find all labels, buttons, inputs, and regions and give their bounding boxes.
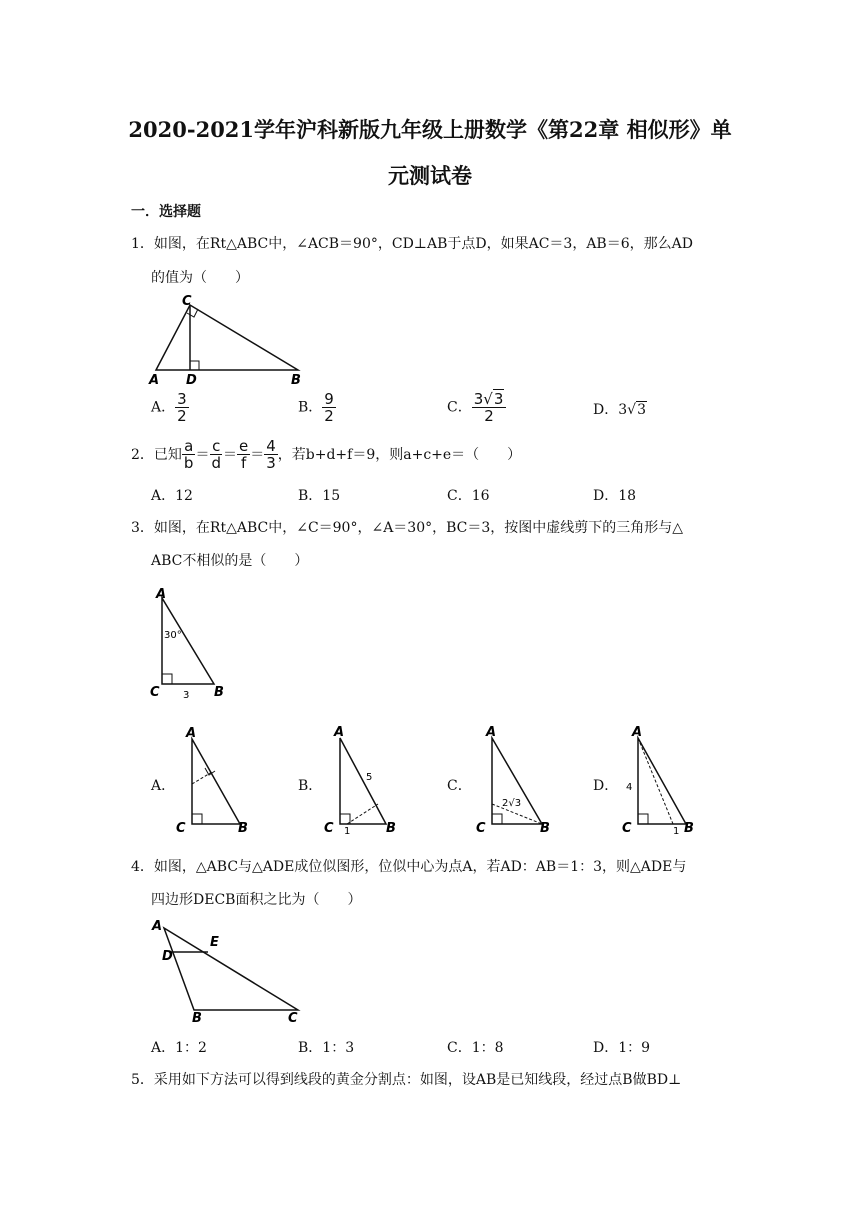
q3-option-d[interactable]: D．	[593, 778, 619, 794]
q3-option-b-figure[interactable]	[320, 724, 406, 836]
q4-option-c[interactable]: C．1：8	[447, 1040, 504, 1056]
q3-label-c: C	[150, 685, 160, 700]
q1-label-a: A	[149, 373, 160, 387]
q3-label-angle: 30°	[164, 630, 182, 641]
q3-label-b: B	[214, 685, 224, 700]
question-1-line-2: 的值为（ ）	[151, 270, 249, 286]
question-4-figure	[146, 918, 306, 1024]
q4-label-c: C	[288, 1011, 298, 1024]
svg-text:1: 1	[344, 826, 351, 836]
q1-option-a[interactable]: A． $\frac{3}{2}$	[151, 390, 187, 425]
q1-label-b: B	[291, 373, 301, 387]
question-1-figure	[146, 295, 306, 387]
svg-text:C: C	[622, 821, 632, 836]
q4-label-a: A	[152, 919, 163, 934]
svg-text:A: A	[186, 726, 197, 741]
q1-option-b[interactable]: B． $\frac{9}{2}$	[298, 390, 334, 425]
question-3-line-1: 3．如图，在Rt△ABC中，∠C＝90°，∠A＝30°，BC＝3，按图中虚线剪下的三角形与△	[131, 520, 684, 536]
svg-text:A: A	[334, 725, 345, 740]
svg-text:A: A	[486, 725, 497, 740]
fraction: $\frac{9}{2}$	[324, 390, 334, 425]
svg-text:5: 5	[366, 772, 373, 783]
svg-text:B: B	[386, 821, 396, 836]
q3-option-c-figure[interactable]	[474, 724, 560, 836]
q3-option-d-figure[interactable]	[618, 724, 704, 836]
svg-text:B: B	[238, 821, 248, 836]
question-4-line-2: 四边形DECB面积之比为（ ）	[151, 892, 362, 908]
q1-label-c: C	[182, 295, 192, 309]
q3-option-a[interactable]: A．	[151, 778, 176, 794]
q3-label-a: A	[156, 587, 167, 602]
q4-label-b: B	[192, 1011, 202, 1024]
svg-text:C: C	[476, 821, 486, 836]
title-line-1: 2020-2021学年沪科新版九年级上册数学《第22章 相似形》单	[128, 117, 732, 142]
q3-label-bc: 3	[183, 690, 190, 701]
svg-text:B: B	[540, 821, 550, 836]
section-heading: 一．选择题	[131, 204, 201, 220]
question-3-line-2: ABC不相似的是（ ）	[151, 553, 309, 569]
question-3-figure	[146, 586, 232, 702]
question-5-line-1: 5．采用如下方法可以得到线段的黄金分割点：如图，设AB是已知线段，经过点B做BD⊥	[131, 1072, 682, 1088]
fraction: $\frac{3}{2}$	[177, 390, 187, 425]
q1-option-d[interactable]: D．3√3	[593, 402, 646, 418]
fraction: $\frac{3√3}{2}$	[472, 391, 507, 424]
svg-text:A: A	[632, 725, 643, 740]
q4-option-d[interactable]: D．1：9	[593, 1040, 651, 1056]
q2-option-c[interactable]: C．16	[447, 488, 490, 504]
question-1-line-1: 1．如图，在Rt△ABC中，∠ACB＝90°，CD⊥AB于点D，如果AC＝3，AB＝6，那么AD	[131, 236, 693, 252]
svg-text:4: 4	[626, 782, 633, 793]
svg-text:C: C	[324, 821, 334, 836]
svg-text:2√3: 2√3	[502, 798, 522, 809]
q3-option-a-figure[interactable]	[172, 724, 258, 836]
q2-option-d[interactable]: D．18	[593, 488, 637, 504]
svg-text:1: 1	[673, 826, 680, 836]
q1-label-d: D	[186, 373, 197, 387]
q2-option-b[interactable]: B．15	[298, 488, 341, 504]
q3-option-b[interactable]: B．	[298, 778, 323, 794]
q4-option-a[interactable]: A．1：2	[151, 1040, 207, 1056]
title-line-2: 元测试卷	[388, 163, 472, 188]
q4-label-d: D	[162, 949, 173, 964]
svg-text:B: B	[684, 821, 694, 836]
question-4-line-1: 4．如图，△ABC与△ADE成位似图形，位似中心为点A，若AD：AB＝1：3，则△ADE与	[131, 859, 687, 875]
q3-option-c[interactable]: C．	[447, 778, 472, 794]
question-2: 2．已知 $\frac{a}{b}$ ＝ $\frac{c}{d}$ ＝ $\frac{e}{f}$ ＝ $\frac{4}{3}$ ，若b+d+f＝9，则a+c+e＝（ ）	[131, 437, 522, 472]
svg-text:C: C	[176, 821, 186, 836]
q1-option-c[interactable]: C． $\frac{3√3}{2}$	[447, 391, 506, 424]
q4-option-b[interactable]: B．1：3	[298, 1040, 355, 1056]
q4-label-e: E	[210, 935, 219, 950]
q2-option-a[interactable]: A．12	[151, 488, 193, 504]
